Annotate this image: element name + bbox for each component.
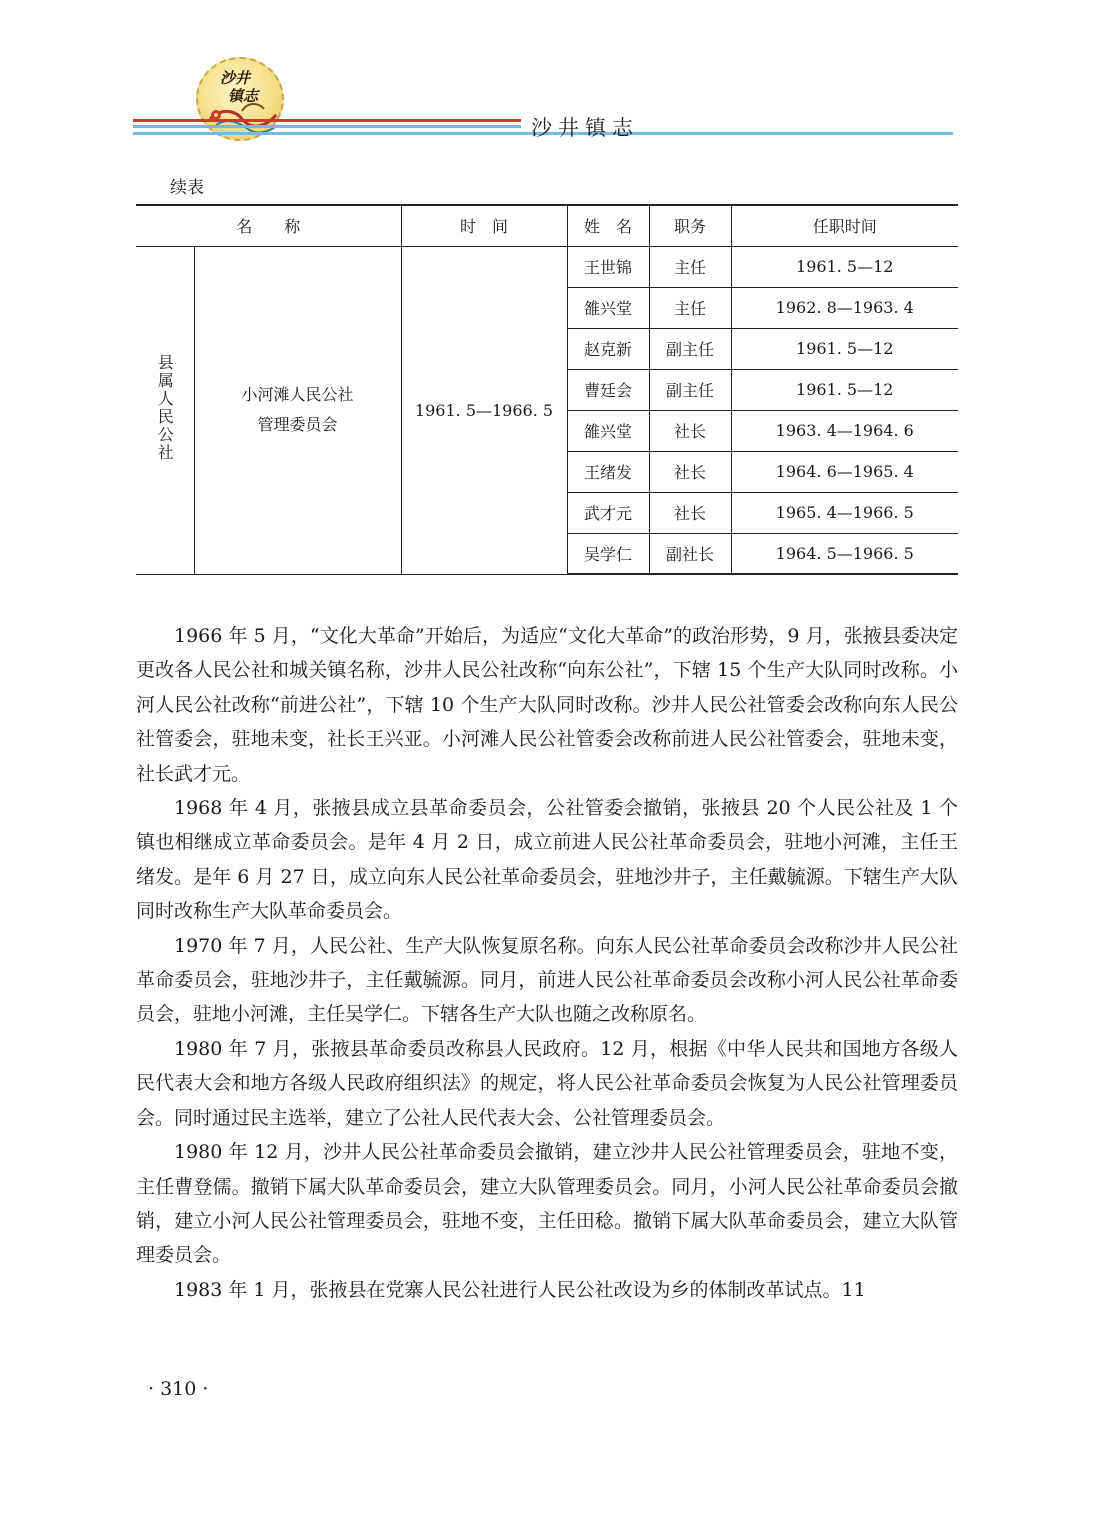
person-name: 武才元 (567, 492, 649, 533)
paragraph: 1983 年 1 月，张掖县在党寨人民公社进行人民公社改设为乡的体制改革试点。11 (174, 1278, 866, 1301)
table-caption: 续表 (170, 178, 204, 198)
person-term: 1965. 4—1966. 5 (731, 492, 958, 533)
person-name: 王绪发 (567, 451, 649, 492)
header-person: 姓 名 (567, 205, 649, 246)
paragraph: 1980 年 7 月，张掖县革命委员改称县人民政府。12 月，根据《中华人民共和国地方各级人民代表大会和地方各级人民政府组织法》的规定，将人民公社革命委员会恢复为人民公社管理委员会。同时通过民主选举，建立了公社人民代表大会、公社管理委员会。 (136, 1037, 958, 1129)
person-name: 赵克新 (567, 328, 649, 369)
paragraph: 1968 年 4 月，张掖县成立县革命委员会，公社管委会撤销，张掖县 20 个人民公社及 1 个镇也相继成立革命委员会。是年 4 月 2 日，成立前进人民公社革命委员会，驻地小河滩，主任王绪发。是年 6 月 27 日，成立向东人民公社革命委员会，驻地沙井子，主任戴毓源。下辖生产大队同时改称生产大队革命委员会。 (136, 797, 958, 923)
person-name: 王世锦 (567, 246, 649, 287)
body-text (136, 619, 958, 1307)
person-name: 吴学仁 (567, 533, 649, 574)
person-term: 1961. 5—12 (731, 328, 958, 369)
page-number: · 310 · (148, 1378, 209, 1400)
person-term: 1961. 5—12 (731, 246, 958, 287)
group-label: 县属人民公社 (155, 354, 175, 462)
book-logo (196, 57, 284, 141)
leadership-table (136, 204, 958, 575)
person-title: 副社长 (649, 533, 731, 574)
org-name-line-1: 小河滩人民公社 (241, 385, 354, 404)
org-period-cell: 1961. 5—1966. 5 (401, 246, 567, 574)
person-title: 社长 (649, 410, 731, 451)
header-rule-blue-upper (133, 125, 521, 128)
header-name: 名 称 (136, 205, 401, 246)
person-title: 主任 (649, 246, 731, 287)
table-row (136, 246, 958, 287)
person-title: 主任 (649, 287, 731, 328)
page-header (0, 0, 1093, 150)
paragraph: 1970 年 7 月，人民公社、生产大队恢复原名称。向东人民公社革命委员会改称沙井人民公社革命委员会，驻地沙井子，主任戴毓源。同月，前进人民公社革命委员会改称小河人民公社革命委员会，驻地小河滩，主任吴学仁。下辖各生产大队也随之改称原名。 (136, 934, 958, 1026)
header-position: 职务 (649, 205, 731, 246)
table-header-row (136, 205, 958, 246)
header-period: 时 间 (401, 205, 567, 246)
org-name-cell (194, 246, 401, 574)
person-title: 社长 (649, 492, 731, 533)
org-name-line-2: 管理委员会 (257, 415, 338, 434)
person-term: 1964. 6—1965. 4 (731, 451, 958, 492)
paragraph: 1980 年 12 月，沙井人民公社革命委员会撤销，建立沙井人民公社管理委员会，驻地不变，主任曹登儒。撤销下属大队革命委员会，建立大队管理委员会。同月，小河人民公社革命委员会撤销，建立小河人民公社管理委员会，驻地不变，主任田稔。撤销下属大队革命委员会，建立大队管理委员会。 (136, 1141, 958, 1267)
paragraph: 1966 年 5 月，“文化大革命”开始后，为适应“文化大革命”的政治形势，9 月，张掖县委决定更改各人民公社和城关镇名称，沙井人民公社改称“向东公社”，下辖 15 个生产大队同时改称。小河人民公社改称“前进公社”，下辖 10 个生产大队同时改称。沙井人民公社管委会改称向东人民公社管委会，驻地未变，社长王兴亚。小河滩人民公社管委会改称前进人民公社管委会，驻地未变，社长武才元。 (136, 625, 958, 785)
header-rule-red (133, 119, 521, 122)
person-title: 副主任 (649, 369, 731, 410)
person-term: 1961. 5—12 (731, 369, 958, 410)
person-name: 雒兴堂 (567, 287, 649, 328)
logo-line-2: 镇志 (228, 87, 259, 105)
book-title: 沙井镇志 (531, 116, 639, 140)
header-term: 任职时间 (731, 205, 958, 246)
person-name: 曹廷会 (567, 369, 649, 410)
person-title: 社长 (649, 451, 731, 492)
group-cell (136, 246, 194, 574)
person-term: 1963. 4—1964. 6 (731, 410, 958, 451)
person-term: 1962. 8—1963. 4 (731, 287, 958, 328)
person-title: 副主任 (649, 328, 731, 369)
person-name: 雒兴堂 (567, 410, 649, 451)
logo-line-1: 沙井 (220, 69, 251, 87)
person-term: 1964. 5—1966. 5 (731, 533, 958, 574)
